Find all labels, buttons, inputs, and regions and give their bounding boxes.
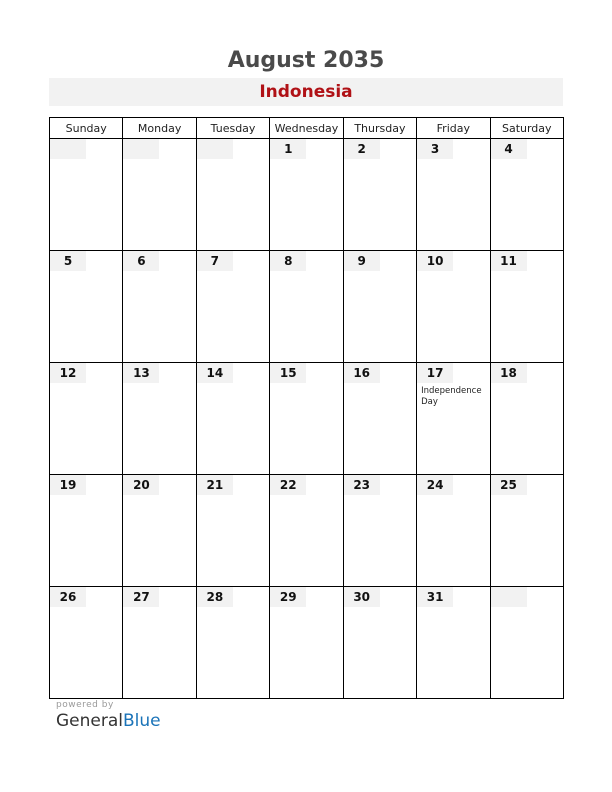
week-row (50, 475, 564, 587)
day-number: 18 (491, 363, 527, 383)
day-cell (196, 251, 269, 363)
day-cell (123, 363, 196, 475)
day-cell (270, 251, 343, 363)
day-number: 30 (344, 587, 380, 607)
day-cell (343, 587, 416, 699)
weekday-header-row (50, 118, 564, 139)
day-number: 25 (491, 475, 527, 495)
day-cell (490, 251, 563, 363)
day-number: 7 (197, 251, 233, 271)
day-number: 28 (197, 587, 233, 607)
day-number (491, 587, 527, 607)
footer (56, 700, 161, 731)
day-number: 12 (50, 363, 86, 383)
day-cell (343, 475, 416, 587)
day-number: 5 (50, 251, 86, 271)
day-number: 4 (491, 139, 527, 159)
weekday-sunday: Sunday (50, 118, 123, 139)
weekday-tuesday: Tuesday (196, 118, 269, 139)
day-number: 14 (197, 363, 233, 383)
day-number: 23 (344, 475, 380, 495)
brand-blue: Blue (123, 711, 161, 731)
day-number: 29 (270, 587, 306, 607)
day-cell (270, 475, 343, 587)
day-cell (490, 475, 563, 587)
day-number: 31 (417, 587, 453, 607)
day-cell (123, 475, 196, 587)
brand-general: General (56, 711, 123, 731)
weekday-wednesday: Wednesday (270, 118, 343, 139)
week-row (50, 363, 564, 475)
day-number: 26 (50, 587, 86, 607)
day-cell (50, 587, 123, 699)
day-number: 10 (417, 251, 453, 271)
day-cell (490, 139, 563, 251)
day-cell (343, 251, 416, 363)
day-number: 6 (123, 251, 159, 271)
day-cell (270, 139, 343, 251)
day-number: 16 (344, 363, 380, 383)
weekday-monday: Monday (123, 118, 196, 139)
country-name: Indonesia (49, 78, 563, 106)
day-cell (50, 475, 123, 587)
day-number (197, 139, 233, 159)
day-cell (50, 139, 123, 251)
day-number: 27 (123, 587, 159, 607)
powered-by-text: powered by (56, 700, 114, 710)
day-cell (343, 139, 416, 251)
generalblue-logo[interactable] (56, 711, 161, 731)
weekday-thursday: Thursday (343, 118, 416, 139)
day-number (123, 139, 159, 159)
day-number: 11 (491, 251, 527, 271)
week-row (50, 587, 564, 699)
day-number: 20 (123, 475, 159, 495)
week-row (50, 139, 564, 251)
week-row (50, 251, 564, 363)
day-cell (196, 475, 269, 587)
day-number (50, 139, 86, 159)
day-cell (196, 363, 269, 475)
day-number: 15 (270, 363, 306, 383)
day-cell (417, 587, 490, 699)
day-cell (123, 587, 196, 699)
day-cell (417, 363, 490, 475)
day-number: 19 (50, 475, 86, 495)
day-number: 17 (417, 363, 453, 383)
weekday-saturday: Saturday (490, 118, 563, 139)
weekday-friday: Friday (417, 118, 490, 139)
day-number: 2 (344, 139, 380, 159)
day-cell (270, 363, 343, 475)
day-cell (123, 251, 196, 363)
day-number: 8 (270, 251, 306, 271)
day-number: 13 (123, 363, 159, 383)
day-cell (196, 587, 269, 699)
day-number: 22 (270, 475, 306, 495)
day-number: 1 (270, 139, 306, 159)
day-cell (50, 363, 123, 475)
day-cell (343, 363, 416, 475)
day-number: 3 (417, 139, 453, 159)
holiday-label: Independence Day (421, 386, 482, 407)
day-cell (196, 139, 269, 251)
day-number: 21 (197, 475, 233, 495)
day-cell (50, 251, 123, 363)
day-cell (270, 587, 343, 699)
day-cell (490, 363, 563, 475)
day-cell (123, 139, 196, 251)
calendar-grid (49, 117, 564, 699)
day-number: 9 (344, 251, 380, 271)
day-cell (490, 587, 563, 699)
day-number: 24 (417, 475, 453, 495)
day-cell (417, 251, 490, 363)
month-title: August 2035 (227, 48, 385, 73)
day-cell (417, 475, 490, 587)
day-cell (417, 139, 490, 251)
